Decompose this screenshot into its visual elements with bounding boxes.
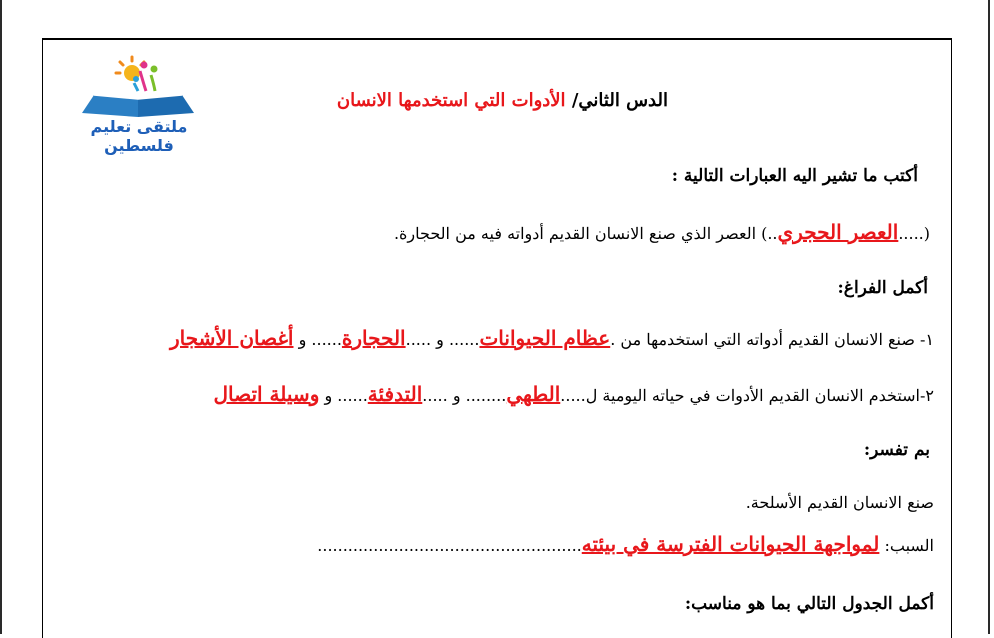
q1-line — [394, 220, 930, 244]
q2-item1-answer3: أغصان الأشجار — [169, 326, 294, 350]
q2-item2 — [214, 382, 935, 406]
q2-item1-answer2: الحجارة — [341, 326, 406, 350]
q2-item1-sep1: ...... و ..... — [405, 330, 480, 349]
lesson-label: الدس الثاني/ — [571, 90, 668, 111]
q2-item2-sep1: ........ و ..... — [422, 386, 507, 405]
logo-text: ملتقى تعليم فلسطين — [90, 117, 188, 155]
book-sun-icon — [54, 55, 224, 125]
q2-item1-answer1: عظام الحيوانات — [479, 326, 611, 350]
page-edge-left — [0, 0, 2, 634]
q2-item1 — [170, 326, 934, 350]
q3-reason — [317, 532, 934, 556]
q2-item2-answer2: التدفئة — [367, 382, 423, 406]
page-edge-right — [988, 0, 990, 634]
q4-heading: أكمل الجدول التالي بما هو مناسب: — [684, 594, 934, 614]
q2-item2-answer3: وسيلة اتصال — [213, 382, 320, 406]
q3-heading: بم تفسر: — [863, 440, 930, 460]
q1-answer: العصر الحجري — [777, 220, 899, 244]
q3-statement: صنع الانسان القديم الأسلحة. — [745, 493, 934, 512]
q2-item2-prefix: ٢-استخدم الانسان القديم الأدوات في حياته اليومية ل..... — [560, 386, 934, 405]
q3-reason-answer: لمواجهة الحيوانات الفترسة في بيئته — [581, 532, 880, 556]
q1-open: (..... — [898, 224, 930, 243]
q1-heading: أكتب ما تشير اليه العبارات التالية : — [671, 166, 918, 186]
q2-item1-sep2: ...... و — [298, 330, 342, 349]
q2-item2-sep2: ...... و — [324, 386, 368, 405]
q3-reason-dots: .................................................... — [317, 536, 582, 555]
q1-close: ..) العصر الذي صنع الانسان القديم أدواته فيه من الحجارة. — [393, 224, 778, 243]
q2-item2-answer1: الطهي — [506, 382, 561, 406]
logo — [54, 55, 224, 155]
q2-heading: أكمل الفراغ: — [837, 278, 928, 298]
q3-reason-label: السبب: — [884, 536, 934, 555]
q2-item1-prefix: ١- صنع الانسان القديم أدواته التي استخدمها من . — [610, 330, 934, 349]
page-title — [337, 90, 668, 111]
lesson-title: الأدوات التي استخدمها الانسان — [336, 90, 566, 111]
